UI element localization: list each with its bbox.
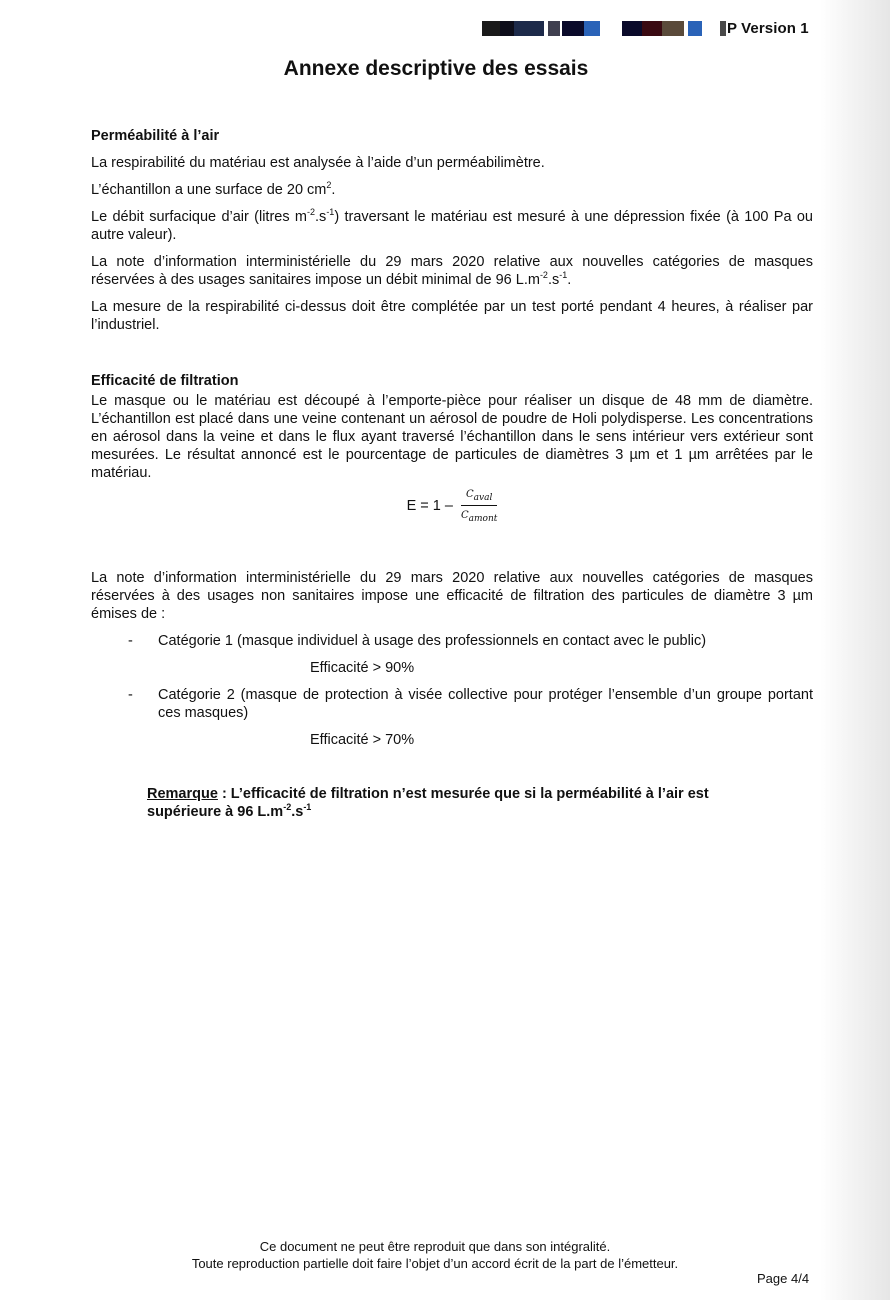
remark-label: Remarque [147,786,218,802]
redaction-block [548,21,560,36]
footer-line: Ce document ne peut être reproduit que dans son intégralité. [259,1239,611,1254]
redaction-block [482,21,500,36]
formula-numerator: $C_{aval}$ [461,486,497,506]
list-bullet: - [128,687,133,703]
efficacite-requirement: Efficacité > 90% [310,660,415,676]
redaction-block [688,21,702,36]
list-item-text: Catégorie 2 (masque de protection à visée collective pour protéger l’ensemble d’un groupe portant ces masques) [158,687,813,721]
paragraph: La note d’information interministérielle du 29 mars 2020 relative aux nouvelles catégories de masques réservées à des usages sanitaires impose un débit minimal de 96 $L.m^{-2}.s^{-1}$. [91,254,813,288]
redaction-block [720,21,726,36]
redaction-block [514,21,544,36]
section-heading-filtration: Efficacité de filtration [91,373,239,389]
list-item [91,686,813,722]
paragraph: La respirabilité du matériau est analysée à l’aide d’un perméabilimètre. [91,155,545,171]
footer-notice [0,1238,870,1272]
paragraph: La mesure de la respirabilité ci-dessus doit être complétée par un test porté pendant 4 heures, à réaliser par l’industriel. [91,299,813,333]
efficacite-requirement: Efficacité > 70% [310,732,415,748]
page-number: Page 4/4 [757,1271,810,1286]
formula-fraction [461,486,497,525]
paragraph: Le débit surfacique d’air (litres $m^{-2}.s^{-1}$) traversant le matériau est mesuré à une dépression fixée (à 100 Pa ou autre valeur). [91,207,813,243]
redaction-block [662,21,684,36]
redaction-block [584,21,600,36]
redaction-block [622,21,642,36]
paragraph: L’échantillon a une surface de 20 $cm^2$. [91,180,336,198]
list-bullet: - [128,633,133,649]
document-version: P Version 1 [727,20,809,37]
footer-line: Toute reproduction partielle doit faire l’objet d’un accord écrit de la part de l’émetteur. [191,1256,679,1271]
formula-lhs: E = 1 – [406,497,453,514]
efficiency-formula [91,486,813,525]
formula-denominator: $C_{amont}$ [461,510,498,524]
paragraph: La note d’information interministérielle du 29 mars 2020 relative aux nouvelles catégories de masques réservées à des usages non sanitaires impose une efficacité de filtration des particules de diamètre 3 µm émises de : [91,570,813,622]
list-item [91,632,813,650]
list-item-text: Catégorie 1 (masque individuel à usage des professionnels en contact avec le public) [158,633,707,649]
redaction-block [562,21,586,36]
section-heading-permeabilite: Perméabilité à l’air [91,128,220,144]
redaction-block [642,21,662,36]
redaction-block [500,21,514,36]
page-edge-shadow [820,0,890,1300]
remark-note: Remarque : L’efficacité de filtration n’est mesurée que si la perméabilité à l’air est supérieure à 96 $L.m^{-2}.s^{-1}$ [147,786,709,820]
paragraph: Le masque ou le matériau est découpé à l’emporte-pièce pour réaliser un disque de 48 mm de diamètre. L’échantillon est placé dans une veine contenant un aérosol de poudre de Holi polydisperse. Les concentrations en aérosol dans la veine et dans le flux ayant traversé l’échantillon dans le sens intérieur vers extérieur sont mesurées. Le résultat annoncé est le pourcentage de particules de diamètres 3 µm et 1 µm arrêtées par le matériau. [91,393,813,481]
redacted-header-reference [462,18,724,38]
document-body [91,127,813,821]
page-title: Annexe descriptive des essais [283,57,589,80]
